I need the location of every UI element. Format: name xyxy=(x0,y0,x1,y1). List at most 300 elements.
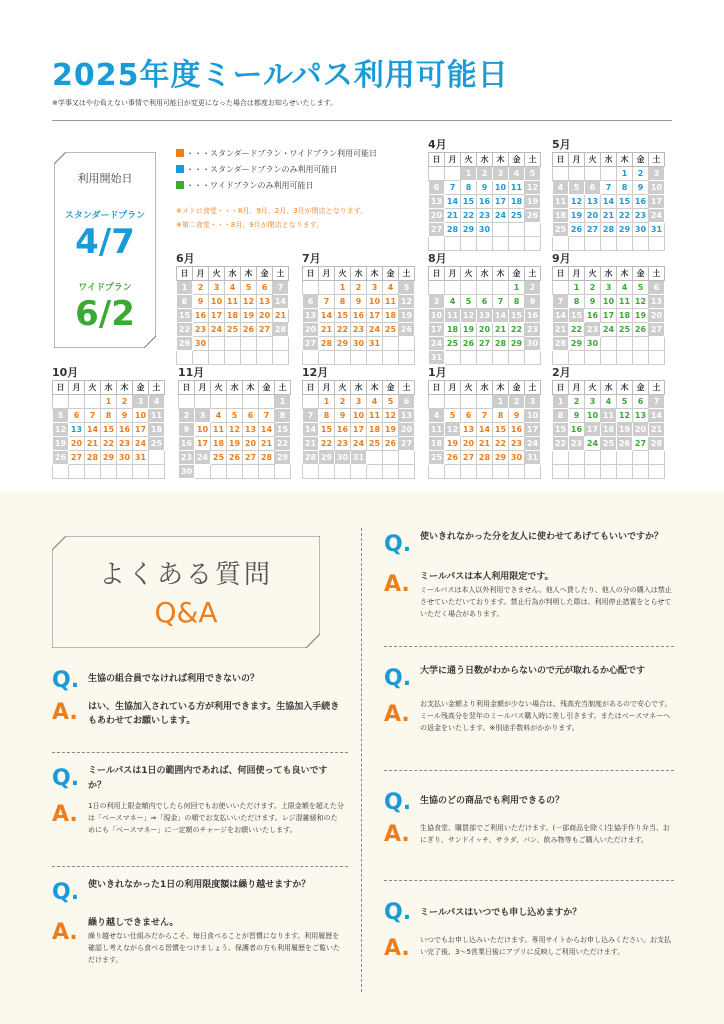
weekday-header: 木 xyxy=(493,381,509,395)
day-cell: 16 xyxy=(525,309,541,323)
empty-cell xyxy=(493,465,509,479)
empty-cell xyxy=(319,351,335,365)
weekday-header: 土 xyxy=(649,153,665,167)
day-cell: 28 xyxy=(649,437,665,451)
empty-cell xyxy=(633,237,649,251)
day-cell: 21 xyxy=(601,209,617,223)
month-calendar xyxy=(428,138,541,251)
weekday-header: 木 xyxy=(241,267,257,281)
day-cell: 6 xyxy=(585,181,601,195)
empty-cell xyxy=(585,167,601,181)
empty-cell xyxy=(601,337,617,351)
answer-mark: A. xyxy=(52,920,78,945)
day-cell: 4 xyxy=(509,167,525,181)
empty-cell xyxy=(227,465,243,479)
day-cell: 8 xyxy=(177,295,193,309)
empty-cell xyxy=(367,465,383,479)
day-cell: 8 xyxy=(319,409,335,423)
day-cell: 19 xyxy=(227,437,243,451)
day-cell: 13 xyxy=(461,423,477,437)
day-cell: 4 xyxy=(149,395,165,409)
empty-cell xyxy=(53,465,69,479)
day-cell: 2 xyxy=(117,395,133,409)
day-cell: 3 xyxy=(525,395,541,409)
day-cell: 9 xyxy=(633,181,649,195)
day-cell: 29 xyxy=(335,337,351,351)
empty-cell xyxy=(303,281,319,295)
day-cell: 5 xyxy=(569,181,585,195)
day-cell: 1 xyxy=(177,281,193,295)
empty-cell xyxy=(569,465,585,479)
day-cell: 31 xyxy=(649,223,665,237)
answer-body: 繰り越せない仕組みだからこそ、毎日食べることが習慣になります。利用履歴を確認し考えながら食べる習慣をつけましょう。保護者の方も利用履歴をご覧いただけます。 xyxy=(88,932,340,964)
weekday-header: 日 xyxy=(177,267,193,281)
day-cell: 20 xyxy=(461,437,477,451)
day-cell: 21 xyxy=(553,323,569,337)
empty-cell xyxy=(509,237,525,251)
day-cell: 30 xyxy=(585,337,601,351)
day-cell: 10 xyxy=(525,409,541,423)
day-cell: 16 xyxy=(633,195,649,209)
faq-heading-en: Q&A xyxy=(154,596,218,629)
legend-item-standard xyxy=(176,164,337,175)
weekday-header: 日 xyxy=(553,267,569,281)
empty-cell xyxy=(69,395,85,409)
day-cell: 5 xyxy=(241,281,257,295)
day-cell: 11 xyxy=(509,181,525,195)
question-mark: Q. xyxy=(384,666,412,691)
day-cell: 5 xyxy=(399,281,415,295)
day-cell: 19 xyxy=(399,309,415,323)
day-cell: 18 xyxy=(149,423,165,437)
empty-cell xyxy=(569,167,585,181)
day-cell: 3 xyxy=(585,395,601,409)
legend-label: ・・・スタンダードプランのみ利用可能日 xyxy=(186,165,338,174)
day-cell: 1 xyxy=(569,281,585,295)
day-cell: 9 xyxy=(335,409,351,423)
day-cell: 12 xyxy=(227,423,243,437)
empty-cell xyxy=(525,237,541,251)
day-cell: 27 xyxy=(461,451,477,465)
day-cell: 28 xyxy=(601,223,617,237)
day-cell: 25 xyxy=(225,323,241,337)
answer xyxy=(88,700,344,728)
day-cell: 16 xyxy=(509,423,525,437)
day-cell: 8 xyxy=(509,295,525,309)
day-cell: 18 xyxy=(553,209,569,223)
day-cell: 15 xyxy=(177,309,193,323)
day-cell: 27 xyxy=(69,451,85,465)
empty-cell xyxy=(429,281,445,295)
day-cell: 19 xyxy=(461,323,477,337)
day-cell: 8 xyxy=(569,295,585,309)
day-cell: 5 xyxy=(461,295,477,309)
empty-cell xyxy=(399,465,415,479)
legend-item-both xyxy=(176,148,377,159)
month-title: 12月 xyxy=(302,366,329,379)
closure-note-metro: ※メトロ食堂・・・8月、9月、2月、3月が閉店となります。 xyxy=(176,207,368,215)
day-cell: 4 xyxy=(383,281,399,295)
empty-cell xyxy=(509,351,525,365)
day-cell: 22 xyxy=(553,437,569,451)
day-cell: 9 xyxy=(585,295,601,309)
empty-cell xyxy=(429,465,445,479)
empty-cell xyxy=(149,451,165,465)
day-cell: 22 xyxy=(461,209,477,223)
empty-cell xyxy=(209,337,225,351)
empty-cell xyxy=(445,351,461,365)
weekday-header: 水 xyxy=(601,153,617,167)
day-cell: 2 xyxy=(193,281,209,295)
month-calendar xyxy=(552,252,665,365)
day-cell: 20 xyxy=(585,209,601,223)
day-cell: 18 xyxy=(225,309,241,323)
empty-cell xyxy=(477,351,493,365)
empty-cell xyxy=(335,351,351,365)
day-cell: 19 xyxy=(383,423,399,437)
day-cell: 21 xyxy=(273,309,289,323)
weekday-header: 火 xyxy=(335,381,351,395)
day-cell: 21 xyxy=(303,437,319,451)
answer-body: 1日の利用上限金額内でしたら何回でもお使いいただけます。上限金額を超えた分は「ベースマネー」⇒「現金」の順でお支払いいただけます。レジ混雑緩和のためにも「ベースマネー」に一定額のチャージをお願いいたします。 xyxy=(88,802,344,834)
day-cell: 4 xyxy=(601,395,617,409)
month-calendar xyxy=(302,252,415,365)
empty-cell xyxy=(69,465,85,479)
day-cell: 25 xyxy=(383,323,399,337)
day-cell: 10 xyxy=(367,295,383,309)
day-cell: 2 xyxy=(179,409,195,423)
day-cell: 5 xyxy=(383,395,399,409)
day-cell: 15 xyxy=(319,423,335,437)
empty-cell xyxy=(303,395,319,409)
weekday-header: 水 xyxy=(101,381,117,395)
day-cell: 18 xyxy=(445,323,461,337)
day-cell: 27 xyxy=(399,437,415,451)
day-cell: 2 xyxy=(585,281,601,295)
day-cell: 30 xyxy=(179,465,195,479)
day-cell: 3 xyxy=(133,395,149,409)
day-cell: 27 xyxy=(303,337,319,351)
weekday-header: 火 xyxy=(461,153,477,167)
row-divider xyxy=(384,770,674,771)
day-cell: 1 xyxy=(335,281,351,295)
empty-cell xyxy=(319,465,335,479)
day-cell: 17 xyxy=(493,195,509,209)
weekday-header: 木 xyxy=(367,381,383,395)
day-cell: 6 xyxy=(477,295,493,309)
weekday-header: 金 xyxy=(633,381,649,395)
day-cell: 4 xyxy=(225,281,241,295)
weekday-header: 日 xyxy=(179,381,195,395)
day-cell: 22 xyxy=(275,437,291,451)
month-title: 4月 xyxy=(428,138,447,151)
day-cell: 13 xyxy=(477,309,493,323)
day-cell: 9 xyxy=(569,409,585,423)
day-cell: 4 xyxy=(367,395,383,409)
day-cell: 12 xyxy=(569,195,585,209)
day-cell: 16 xyxy=(585,309,601,323)
empty-cell xyxy=(351,465,367,479)
day-cell: 11 xyxy=(211,423,227,437)
empty-cell xyxy=(617,351,633,365)
empty-cell xyxy=(569,237,585,251)
day-cell: 2 xyxy=(351,281,367,295)
weekday-header: 火 xyxy=(85,381,101,395)
row-divider xyxy=(384,646,674,647)
day-cell: 27 xyxy=(257,323,273,337)
question-mark: Q. xyxy=(52,880,80,905)
empty-cell xyxy=(461,395,477,409)
day-cell: 6 xyxy=(633,395,649,409)
answer xyxy=(420,822,676,846)
day-cell: 15 xyxy=(493,423,509,437)
empty-cell xyxy=(553,451,569,465)
day-cell: 18 xyxy=(367,423,383,437)
page-title: 2025年度ミールパス利用可能日 xyxy=(52,58,509,93)
answer-mark: A. xyxy=(52,700,78,725)
weekday-header: 水 xyxy=(227,381,243,395)
day-cell: 8 xyxy=(553,409,569,423)
weekday-header: 月 xyxy=(319,381,335,395)
weekday-header: 火 xyxy=(209,267,225,281)
empty-cell xyxy=(53,395,69,409)
empty-cell xyxy=(257,351,273,365)
day-cell: 1 xyxy=(319,395,335,409)
day-cell: 15 xyxy=(335,309,351,323)
change-notice: ※学事又はやむ負えない事情で利用可能日が変更になった場合は都度お知らせいたします。 xyxy=(52,99,338,107)
question-mark: Q. xyxy=(384,900,412,925)
day-cell: 26 xyxy=(53,451,69,465)
answer-body: 生協食堂、購買部でご利用いただけます。(一部商品を除く)生協手作り弁当、おにぎり、サンドイッチ、サラダ、パン、飲み物等もご購入いただけます。 xyxy=(420,824,670,844)
weekday-header: 金 xyxy=(509,381,525,395)
empty-cell xyxy=(445,281,461,295)
empty-cell xyxy=(617,451,633,465)
weekday-header: 金 xyxy=(509,267,525,281)
day-cell: 31 xyxy=(525,451,541,465)
day-cell: 1 xyxy=(509,281,525,295)
empty-cell xyxy=(553,351,569,365)
start-date-box xyxy=(54,152,156,348)
day-cell: 7 xyxy=(493,295,509,309)
weekday-header: 土 xyxy=(649,381,665,395)
answer xyxy=(420,934,676,958)
day-cell: 17 xyxy=(429,323,445,337)
day-cell: 3 xyxy=(367,281,383,295)
weekday-header: 木 xyxy=(493,153,509,167)
empty-cell xyxy=(195,465,211,479)
empty-cell xyxy=(601,237,617,251)
weekday-header: 月 xyxy=(569,381,585,395)
day-cell: 26 xyxy=(617,437,633,451)
day-cell: 12 xyxy=(633,295,649,309)
weekday-header: 金 xyxy=(383,267,399,281)
empty-cell xyxy=(569,451,585,465)
weekday-header: 金 xyxy=(257,267,273,281)
empty-cell xyxy=(445,237,461,251)
empty-cell xyxy=(149,465,165,479)
day-cell: 6 xyxy=(257,281,273,295)
weekday-header: 月 xyxy=(195,381,211,395)
answer xyxy=(420,698,676,734)
day-cell: 22 xyxy=(101,437,117,451)
day-cell: 30 xyxy=(477,223,493,237)
question-text: 大学に通う日数がわからないので元が取れるか心配です xyxy=(420,666,646,676)
weekday-header: 水 xyxy=(601,381,617,395)
day-cell: 11 xyxy=(149,409,165,423)
answer-mark: A. xyxy=(384,822,410,847)
day-cell: 5 xyxy=(53,409,69,423)
answer xyxy=(88,916,344,966)
standard-plan-label: スタンダードプラン xyxy=(64,211,146,221)
day-cell: 7 xyxy=(273,281,289,295)
day-cell: 15 xyxy=(569,309,585,323)
weekday-header: 月 xyxy=(445,153,461,167)
day-cell: 26 xyxy=(445,451,461,465)
day-cell: 2 xyxy=(569,395,585,409)
day-cell: 13 xyxy=(585,195,601,209)
weekday-header: 火 xyxy=(461,381,477,395)
day-cell: 8 xyxy=(461,181,477,195)
empty-cell xyxy=(525,351,541,365)
empty-cell xyxy=(601,465,617,479)
day-cell: 28 xyxy=(273,323,289,337)
day-cell: 27 xyxy=(243,451,259,465)
day-cell: 11 xyxy=(617,295,633,309)
weekday-header: 水 xyxy=(351,381,367,395)
day-cell: 23 xyxy=(193,323,209,337)
weekday-header: 日 xyxy=(303,381,319,395)
standard-start-date: 4/7 xyxy=(75,222,135,262)
day-cell: 29 xyxy=(177,337,193,351)
weekday-header: 木 xyxy=(493,267,509,281)
weekday-header: 金 xyxy=(509,153,525,167)
day-cell: 28 xyxy=(553,337,569,351)
empty-cell xyxy=(525,223,541,237)
month-calendar xyxy=(52,366,165,479)
day-cell: 20 xyxy=(69,437,85,451)
day-cell: 26 xyxy=(241,323,257,337)
month-calendar xyxy=(178,366,291,479)
day-cell: 14 xyxy=(601,195,617,209)
day-cell: 1 xyxy=(617,167,633,181)
day-cell: 25 xyxy=(367,437,383,451)
day-cell: 15 xyxy=(275,423,291,437)
day-cell: 9 xyxy=(193,295,209,309)
day-cell: 29 xyxy=(461,223,477,237)
day-cell: 11 xyxy=(367,409,383,423)
day-cell: 3 xyxy=(429,295,445,309)
empty-cell xyxy=(367,351,383,365)
weekday-header: 水 xyxy=(477,267,493,281)
day-cell: 16 xyxy=(179,437,195,451)
empty-cell xyxy=(101,465,117,479)
blue-square-icon xyxy=(176,165,184,173)
day-cell: 12 xyxy=(525,181,541,195)
empty-cell xyxy=(445,167,461,181)
day-cell: 19 xyxy=(525,195,541,209)
day-cell: 21 xyxy=(477,437,493,451)
faq-heading-frame xyxy=(52,536,320,648)
weekday-header: 木 xyxy=(617,267,633,281)
empty-cell xyxy=(429,395,445,409)
day-cell: 21 xyxy=(445,209,461,223)
day-cell: 9 xyxy=(477,181,493,195)
day-cell: 31 xyxy=(429,351,445,365)
day-cell: 24 xyxy=(195,451,211,465)
day-cell: 24 xyxy=(525,437,541,451)
day-cell: 3 xyxy=(195,409,211,423)
weekday-header: 月 xyxy=(569,267,585,281)
weekday-header: 月 xyxy=(569,153,585,167)
month-title: 5月 xyxy=(552,138,571,151)
day-cell: 14 xyxy=(445,195,461,209)
day-cell: 10 xyxy=(649,181,665,195)
month-calendar xyxy=(176,252,289,365)
day-cell: 14 xyxy=(493,309,509,323)
empty-cell xyxy=(399,337,415,351)
empty-cell xyxy=(509,223,525,237)
month-calendar xyxy=(428,366,541,479)
column-divider xyxy=(361,528,362,992)
day-cell: 22 xyxy=(569,323,585,337)
answer xyxy=(420,570,676,620)
answer-headline: ミールパスは本人利用限定です。 xyxy=(420,572,554,582)
day-cell: 18 xyxy=(617,309,633,323)
day-cell: 30 xyxy=(193,337,209,351)
day-cell: 19 xyxy=(617,423,633,437)
empty-cell xyxy=(649,237,665,251)
day-cell: 4 xyxy=(553,181,569,195)
answer-headline: はい、生協加入されている方が利用できます。生協加入手続きもあわせてお願いします。 xyxy=(88,702,340,726)
weekday-header: 水 xyxy=(225,267,241,281)
day-cell: 16 xyxy=(193,309,209,323)
day-cell: 26 xyxy=(399,323,415,337)
weekday-header: 土 xyxy=(275,381,291,395)
day-cell: 28 xyxy=(303,451,319,465)
month-calendar xyxy=(302,366,415,479)
month-title: 2月 xyxy=(552,366,571,379)
empty-cell xyxy=(429,167,445,181)
empty-cell xyxy=(601,167,617,181)
day-cell: 26 xyxy=(633,323,649,337)
day-cell: 12 xyxy=(445,423,461,437)
weekday-header: 土 xyxy=(525,381,541,395)
day-cell: 11 xyxy=(383,295,399,309)
empty-cell xyxy=(273,337,289,351)
day-cell: 8 xyxy=(617,181,633,195)
day-cell: 7 xyxy=(553,295,569,309)
answer-body: いつでもお申し込みいただけます。専用サイトからお申し込みください。お支払い完了後、3～5営業日後にアプリに反映しご利用いただけます。 xyxy=(420,936,671,956)
day-cell: 26 xyxy=(569,223,585,237)
day-cell: 25 xyxy=(553,223,569,237)
day-cell: 28 xyxy=(319,337,335,351)
day-cell: 13 xyxy=(633,409,649,423)
day-cell: 21 xyxy=(319,323,335,337)
weekday-header: 土 xyxy=(525,153,541,167)
day-cell: 30 xyxy=(335,451,351,465)
orange-square-icon xyxy=(176,149,184,157)
day-cell: 23 xyxy=(633,209,649,223)
start-date-heading: 利用開始日 xyxy=(77,172,133,185)
month-calendar xyxy=(552,366,665,479)
empty-cell xyxy=(399,451,415,465)
day-cell: 10 xyxy=(601,295,617,309)
empty-cell xyxy=(553,237,569,251)
answer-mark: A. xyxy=(384,936,410,961)
weekday-header: 月 xyxy=(445,267,461,281)
day-cell: 29 xyxy=(569,337,585,351)
day-cell: 7 xyxy=(649,395,665,409)
